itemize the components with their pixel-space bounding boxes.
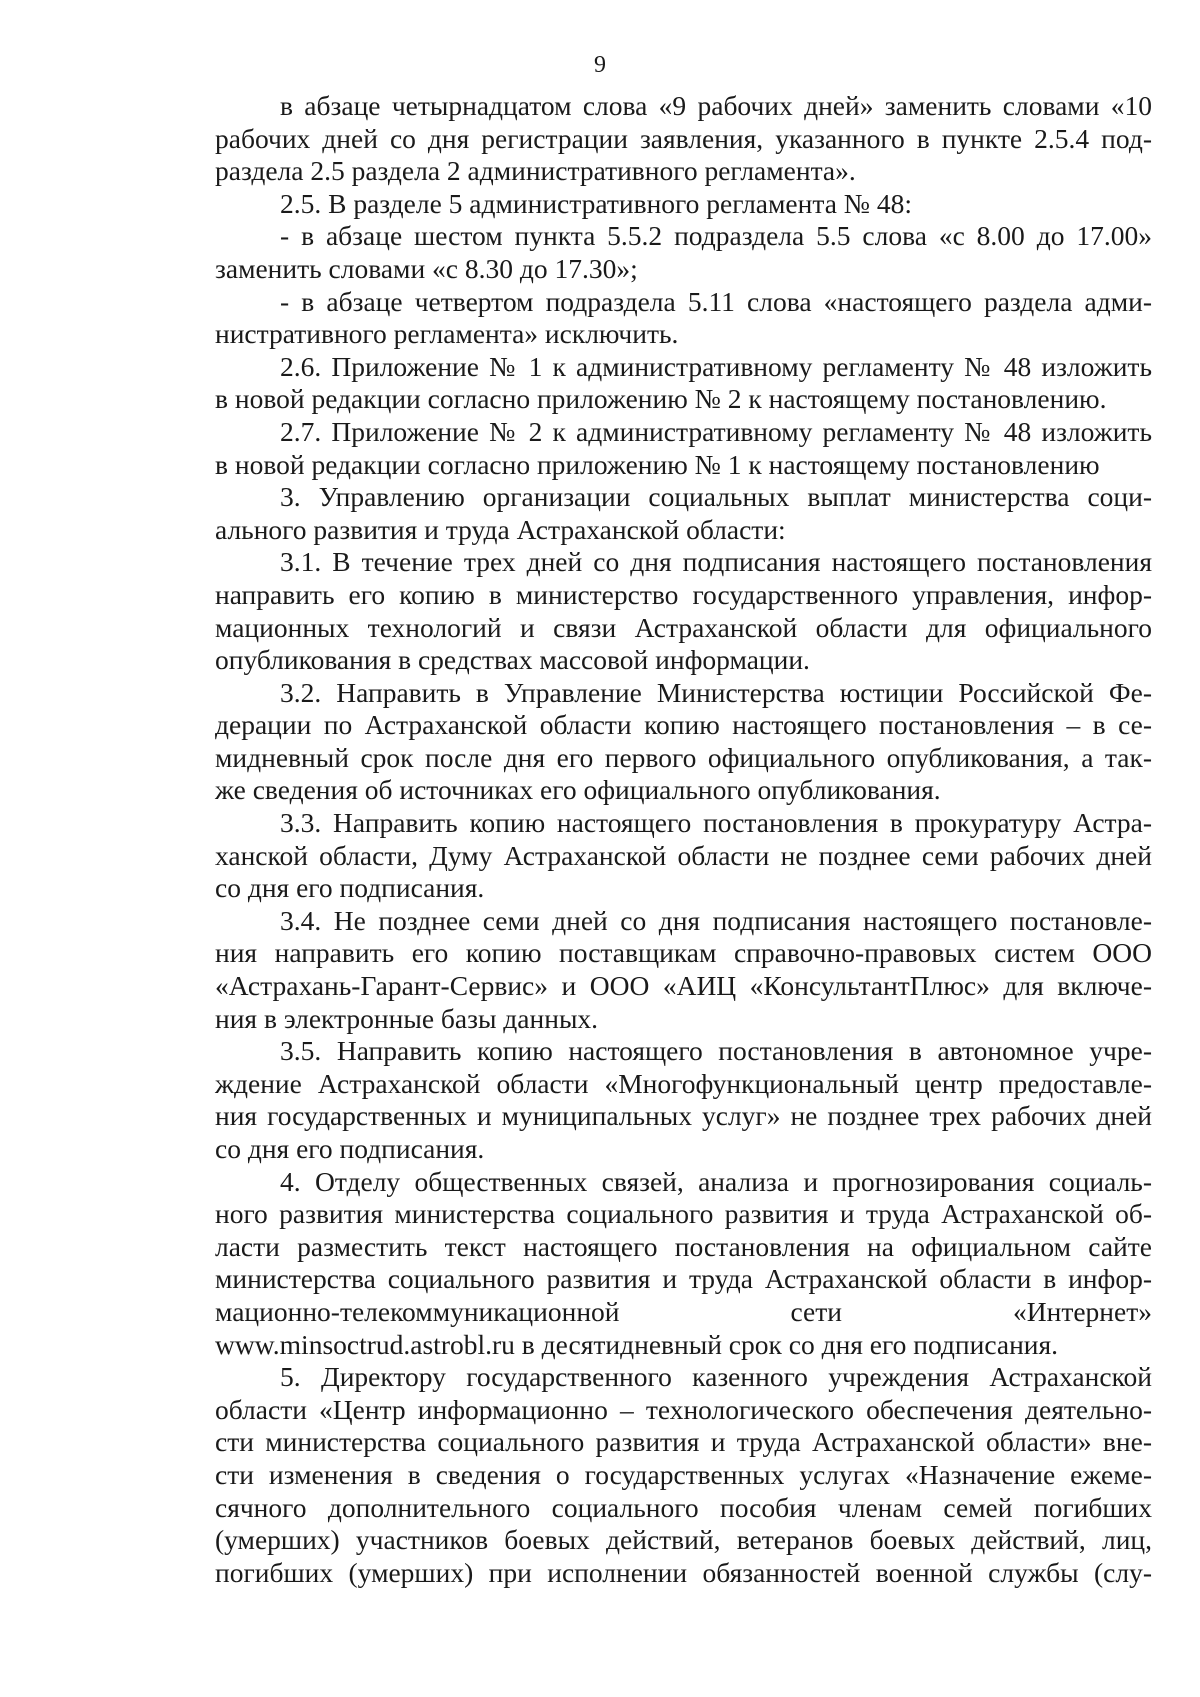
text-line: в новой редакции согласно приложению № 1 к настоящему постановлению [215,448,1100,480]
page-number: 9 [594,52,606,78]
text-line: 3.1. В течение трех дней со дня подписания настоящего постановления [280,546,1152,578]
text-line: дерации по Астраханской области копию настоящего постановления – в се- [215,709,1152,741]
text-line: нистративного регламента» исключить. [215,318,679,350]
text-line: опубликования в средствах массовой информации. [215,644,810,676]
text-line: мационных технологий и связи Астраханской области для официального [215,611,1152,643]
text-line: 3.5. Направить копию настоящего постановления в автономное учре- [280,1035,1152,1067]
text-line: 3.3. Направить копию настоящего постановления в прокуратуру Астра- [280,807,1152,839]
text-line: рабочих дней со дня регистрации заявления, указанного в пункте 2.5.4 под- [215,122,1152,154]
text-line: направить его копию в министерство государственного управления, инфор- [215,578,1152,610]
text-line: погибших (умерших) при исполнении обязанностей военной службы (слу- [215,1556,1152,1588]
text-line: сячного дополнительного социального пособия членам семей погибших [215,1491,1152,1523]
text-line: сти изменения в сведения о государственных услугах «Назначение ежеме- [215,1458,1152,1490]
text-line: заменить словами «с 8.30 до 17.30»; [215,252,638,284]
text-line: (умерших) участников боевых действий, ветеранов боевых действий, лиц, [215,1524,1152,1556]
text-line: министерства социального развития и труда Астраханской области в инфор- [215,1263,1152,1295]
text-line: области «Центр информационно – технологического обеспечения деятельно- [215,1393,1152,1425]
text-line: ханской области, Думу Астраханской области не позднее семи рабочих дней [215,839,1152,871]
text-line: 5. Директору государственного казенного учреждения Астраханской [280,1361,1152,1393]
text-line: «Астрахань-Гарант-Сервис» и ООО «АИЦ «КонсультантПлюс» для включе- [215,970,1152,1002]
text-line: ального развития и труда Астраханской области: [215,513,786,545]
text-line: в новой редакции согласно приложению № 2 к настоящему постановлению. [215,383,1107,415]
text-line: ния в электронные базы данных. [215,1002,599,1034]
text-line: - в абзаце четвертом подраздела 5.11 слова «настоящего раздела адми- [280,285,1152,317]
text-line: 3.4. Не позднее семи дней со дня подписания настоящего постановле- [280,904,1152,936]
text-line: ного развития министерства социального развития и труда Астраханской об- [215,1198,1152,1230]
text-line: раздела 2.5 раздела 2 административного регламента». [215,155,856,187]
text-line: 2.5. В разделе 5 административного регламента № 48: [280,187,913,219]
text-line: ния направить его копию поставщикам справочно-правовых систем ООО [215,937,1152,969]
text-line: 3.2. Направить в Управление Министерства юстиции Российской Фе- [280,676,1152,708]
text-line: в абзаце четырнадцатом слова «9 рабочих дней» заменить словами «10 [280,90,1152,121]
text-line: со дня его подписания. [215,1133,485,1164]
text-line: ждение Астраханской области «Многофункциональный центр предоставле- [215,1067,1152,1099]
text-line: 2.6. Приложение № 1 к административному регламенту № 48 изложить [280,350,1152,382]
text-line: ласти разместить текст настоящего постановления на официальном сайте [215,1230,1152,1262]
text-line: www.minsoctrud.astrobl.ru в десятидневный срок со дня его подписания. [215,1328,1059,1360]
text-line: мидневный срок после дня его первого официального опубликования, а так- [215,741,1152,773]
text-line: 4. Отделу общественных связей, анализа и прогнозирования социаль- [280,1165,1152,1197]
text-line: мационно-телекоммуникационной сети «Интернет» [215,1295,1152,1327]
text-line: ния государственных и муниципальных услуг» не позднее трех рабочих дней [215,1100,1152,1132]
document-body [215,90,1152,1589]
text-line: же сведения об источниках его официального опубликования. [215,774,941,806]
text-line: 3. Управлению организации социальных выплат министерства соци- [280,481,1152,513]
text-line: 2.7. Приложение № 2 к административному регламенту № 48 изложить [280,415,1152,447]
text-line: - в абзаце шестом пункта 5.5.2 подраздела 5.5 слова «с 8.00 до 17.00» [280,220,1152,252]
text-line: сти министерства социального развития и труда Астраханской области» вне- [215,1426,1152,1458]
text-line: со дня его подписания. [215,872,485,904]
